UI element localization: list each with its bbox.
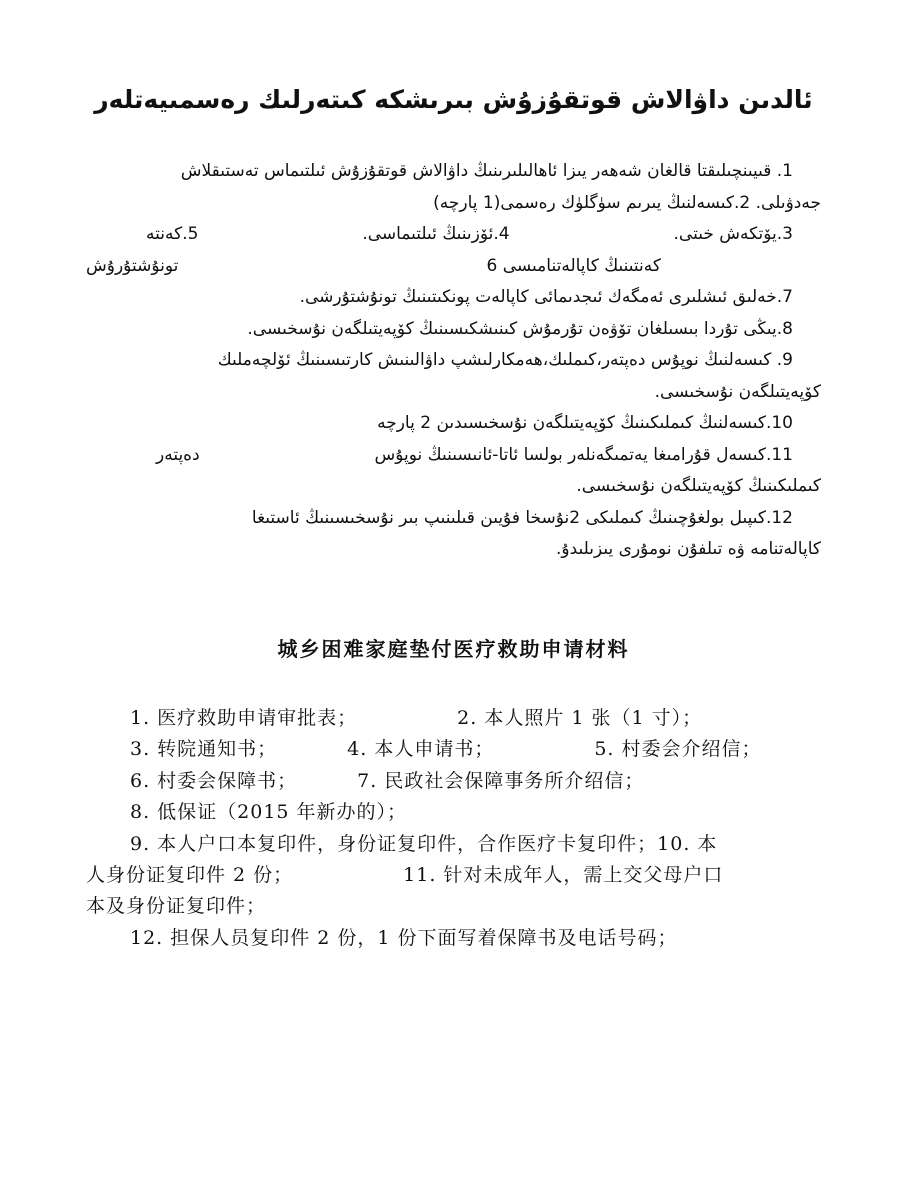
chinese-item-3: 3. 转院通知书； [130,738,278,761]
uyghur-item-11-row [86,440,821,472]
uyghur-item-7: 7.خەلىق ئىشلىرى ئەمگەك ئىجدىمائى كاپالەت پونكىتىنىڭ تونۇشتۇرشى. [299,287,793,307]
chinese-item-7: 7. 民政社会保障事务所介绍信； [357,769,645,792]
chinese-item-12: 12. 担保人员复印件 2 份，1 份下面写着保障书及电话号码； [130,926,678,949]
chinese-line-6 [86,860,821,891]
chinese-line-1 [86,703,821,734]
uyghur-item-5: 5.كەنتە [146,224,199,244]
uyghur-item-12-cont: كاپالەتنامە ۋە تىلفۇن نومۇرى يىزىلىدۇ. [555,539,821,559]
uyghur-item-12: 12.كىپىل بولغۇچىنىڭ كىملىكى 2نۇسخا فۇيىن قىلىنىپ بىر نۇسخىسىنىڭ ئاستىغا [251,507,793,528]
chinese-item-11-cont: 本及身份证复印件； [86,895,267,918]
uyghur-item-8: 8.يىڭى تۇردا بىسىلغان تۆۋەن تۇرمۇش كىنىشكىسىنىڭ كۆپەيتىلگەن نۇسخىسى. [247,318,793,339]
chinese-item-6: 6. 村委会保障书； [130,769,298,792]
chinese-item-9: 9. 本人户口本复印件，身份证复印件，合作医疗卡复印件；10. 本 [130,832,718,855]
uyghur-item-11: 11.كىسەل قۇرامىغا يەتمىگەنلەر بولسا ئاتا-ئانىسىنىڭ نوپۇس [374,444,793,465]
chinese-item-1: 1. 医疗救助申请审批表； [130,707,358,729]
uyghur-item-5-cont: تونۇشتۇرۇش [86,255,179,276]
chinese-title: 城乡困难家庭垫付医疗救助申请材料 [277,637,630,661]
uyghur-item-9-cont: كۆپەيتىلگەن نۇسخىسى. [654,381,821,402]
uyghur-title: ئالدىن داۋالاش قوتقۇزۇش بىرىشكە كىتەرلىك رەسمىيەتلەر [94,85,813,114]
chinese-section [86,632,821,954]
uyghur-item-1-cont: جەدۋىلى. 2.كىسەلنىڭ يىرىم سۈگلۈك رەسمى(1 پارچە) [433,192,821,213]
chinese-item-11: 11. 针对未成年人，需上交父母户口 [403,864,724,887]
uyghur-items-5-6 [86,251,821,283]
chinese-item-8: 8. 低保证（2015 年新办的）； [130,801,408,824]
chinese-item-2: 2. 本人照片 1 张（1 寸）； [457,707,703,729]
uyghur-item-3: 3.يۆتكەش خىتى. [673,224,793,244]
uyghur-section [86,82,821,566]
uyghur-item-10: 10.كىسەلنىڭ كىملىكىنىڭ كۆپەيتىلگەن نۇسخىسىدىن 2 پارچە [377,413,793,433]
uyghur-item-9: 9. كىسەلنىڭ نوپۇس دەپتەر،كىملىك،ھەمكارلىشپ داۋالىنىش كارتىسىنىڭ ئۆلچەملىك [217,350,793,370]
uyghur-items-3-5 [86,219,821,251]
chinese-line-3 [86,766,821,797]
uyghur-item-11-end: دەپتەر [156,444,200,465]
uyghur-item-1: 1. قىيىنچىلىقتا قالغان شەھەر يىزا ئاھالىلىرىنىڭ داۋالاش قوتقۇزۇش ئىلتىماس تەستىقلاش [180,161,793,181]
chinese-item-5: 5. 村委会介绍信； [594,738,762,761]
uyghur-item-4: 4.ئۆزىنىڭ ئىلتىماسى. [362,224,510,244]
uyghur-item-6: كەنتىنىڭ كاپالەتنامىسى 6 [486,255,661,276]
chinese-line-2 [86,734,821,765]
chinese-item-4: 4. 本人申请书； [347,738,495,761]
chinese-item-10-cont: 人身份证复印件 2 份； [86,864,294,887]
uyghur-item-11-cont: كىملىكىنىڭ كۆپەيتىلگەن نۇسخىسى. [576,476,821,496]
